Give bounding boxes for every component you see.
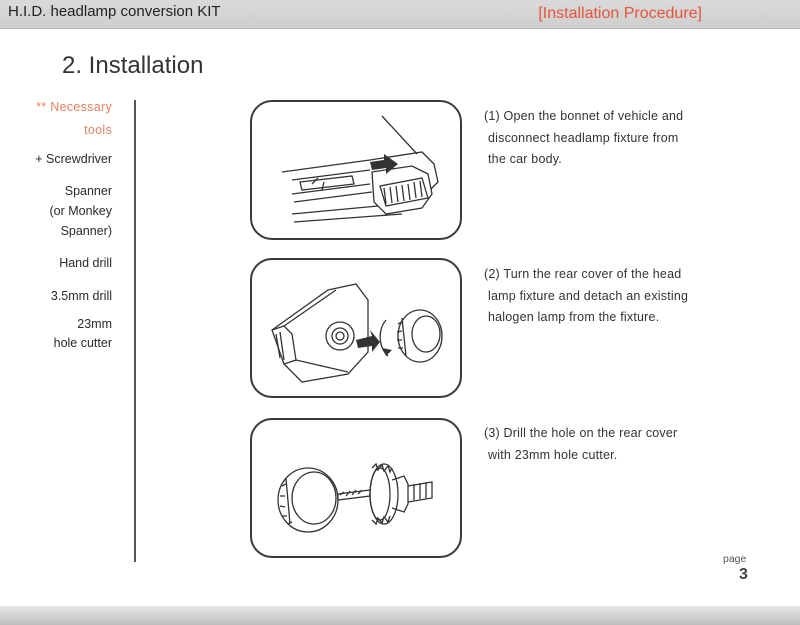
- rear-cover-detach-icon: [252, 260, 464, 400]
- page-label: page: [723, 553, 747, 565]
- headlamp-removal-icon: [252, 102, 464, 242]
- tools-heading: ** Necessary tools: [36, 100, 112, 137]
- page-title: 2. Installation: [62, 52, 204, 79]
- step3-illustration: [250, 418, 462, 558]
- step1-text: (1) Open the bonnet of vehicle and disconnect headlamp fixture from the car body.: [484, 109, 684, 166]
- divider-line: [134, 100, 136, 562]
- tool-hand-drill: Hand drill: [59, 256, 112, 270]
- page-number: 3: [739, 566, 748, 583]
- hole-cutter-icon: [252, 420, 464, 560]
- header-band: [0, 0, 800, 29]
- step3-text: (3) Drill the hole on the rear cover with 23mm hole cutter.: [484, 426, 678, 462]
- tool-hole-cutter: 23mm hole cutter: [53, 317, 112, 350]
- tool-spanner: Spanner (or Monkey Spanner): [49, 184, 112, 238]
- step2-illustration: [250, 258, 462, 398]
- section-title: [Installation Procedure]: [538, 5, 702, 22]
- step1-illustration: [250, 100, 462, 240]
- tools-list: [10, 98, 112, 353]
- tool-drill-bit: 3.5mm drill: [50, 289, 112, 303]
- step2-text: (2) Turn the rear cover of the head lamp fixture and detach an existing halogen lamp from the fixture.: [484, 267, 689, 324]
- tool-screwdriver: + Screwdriver: [35, 152, 112, 166]
- bottom-edge: [0, 606, 800, 625]
- document-title: H.I.D. headlamp conversion KIT: [8, 3, 221, 20]
